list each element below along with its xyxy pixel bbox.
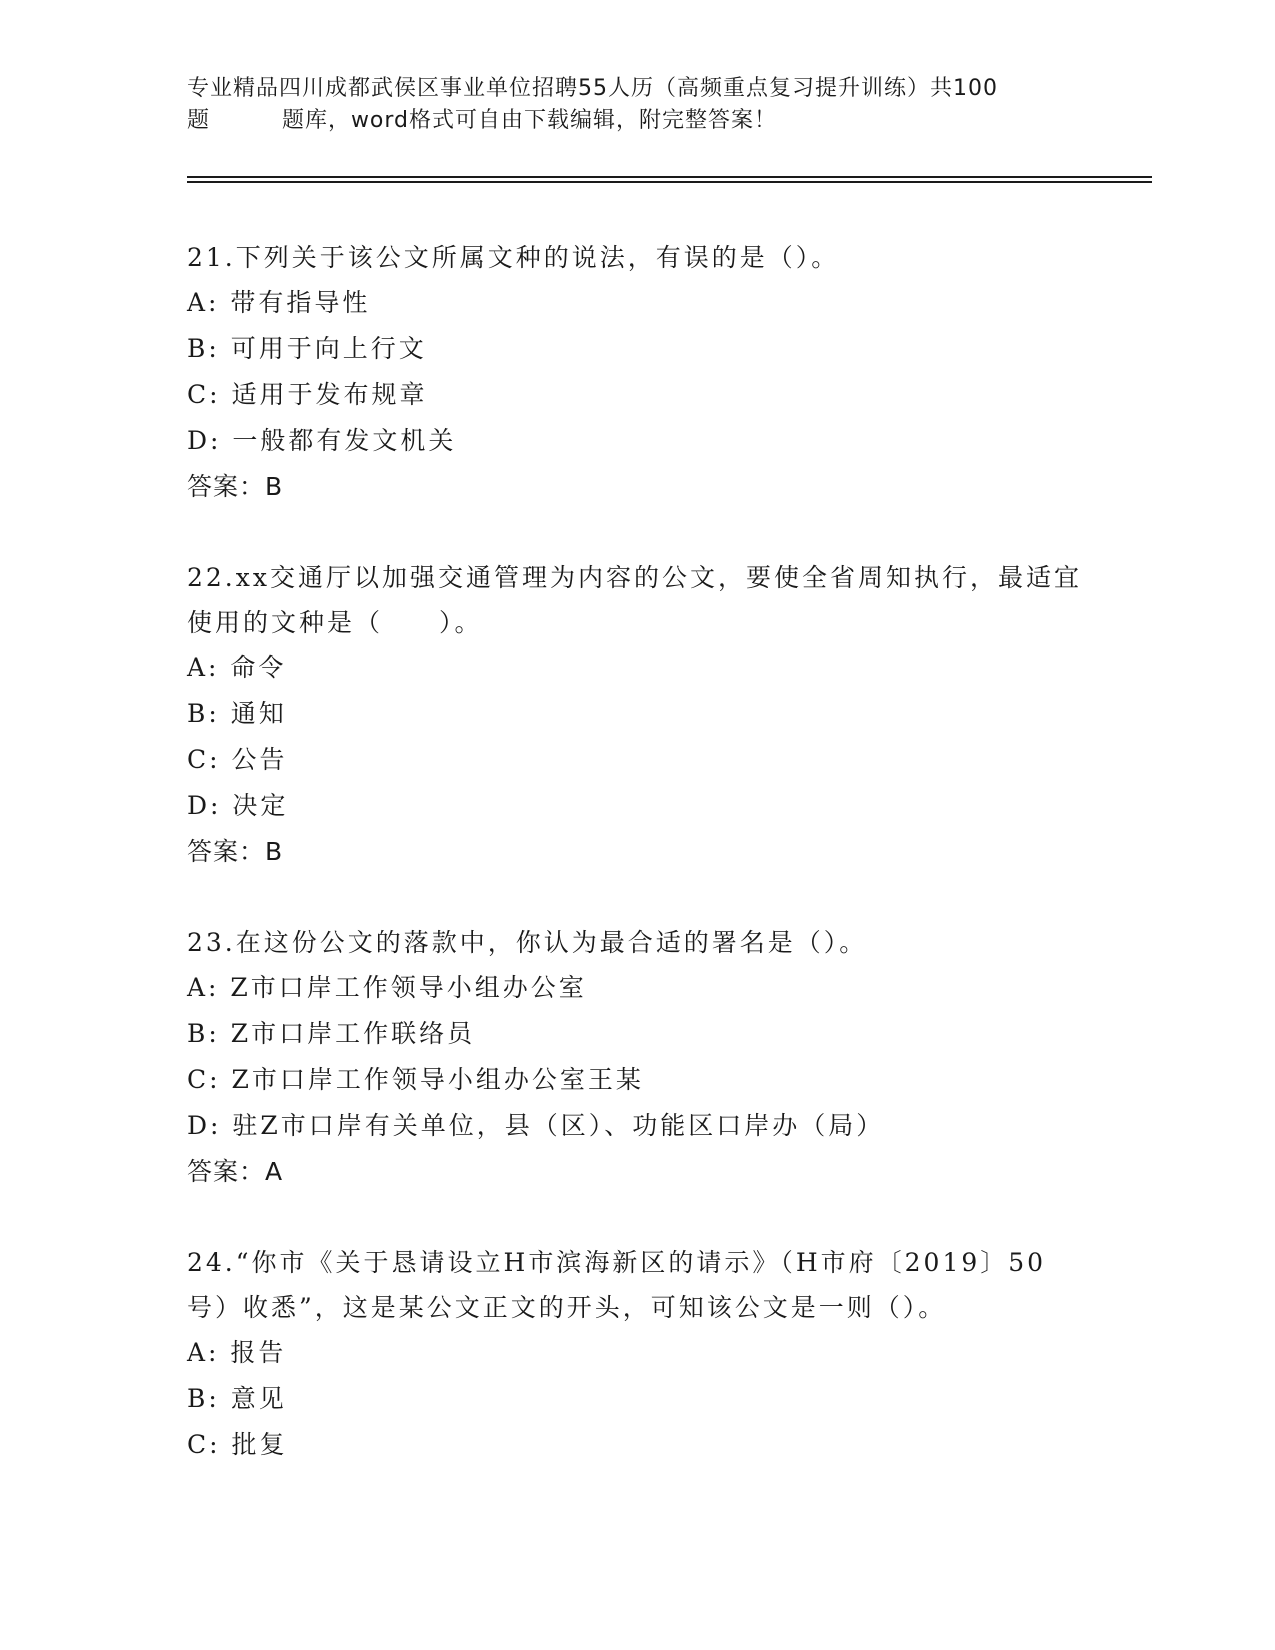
option-d: D: 决定 (187, 791, 289, 820)
header-rule-bottom (187, 181, 1152, 183)
option-d: D: 驻Z市口岸有关单位，县（区）、功能区口岸办（局） (187, 1111, 885, 1140)
question-22 (187, 555, 1087, 875)
question-21 (187, 235, 1087, 510)
option-d: D: 一般都有发文机关 (187, 426, 457, 455)
question-stem: 22.xx交通厅以加强交通管理为内容的公文，要使全省周知执行，最适宜使用的文种是（ ）。 (187, 563, 1082, 637)
option-a: A: 报告 (187, 1338, 287, 1367)
header-title-line2: 题 题库，word格式可自由下载编辑，附完整答案！ (187, 108, 778, 133)
question-spacer (187, 1195, 1087, 1240)
answer-line: 答案：B (187, 472, 284, 501)
option-b: B: 可用于向上行文 (187, 334, 427, 363)
question-spacer (187, 510, 1087, 555)
option-c: C: Z市口岸工作领导小组办公室王某 (187, 1065, 644, 1094)
question-23 (187, 920, 1087, 1195)
option-c: C: 批复 (187, 1430, 288, 1459)
option-c: C: 公告 (187, 745, 288, 774)
question-spacer (187, 875, 1087, 920)
answer-line: 答案：A (187, 1157, 284, 1186)
option-a: A: Z市口岸工作领导小组办公室 (187, 973, 587, 1002)
question-stem: 23.在这份公文的落款中，你认为最合适的署名是（）。 (187, 928, 868, 957)
question-24 (187, 1240, 1087, 1468)
option-c: C: 适用于发布规章 (187, 380, 428, 409)
page-header (187, 73, 1067, 137)
question-stem: 24.“你市《关于恳请设立H市滨海新区的请示》（H市府〔2019〕50号）收悉”，这是某公文正文的开头，可知该公文是一则（）。 (187, 1248, 1047, 1322)
option-a: A: 带有指导性 (187, 288, 371, 317)
option-b: B: 意见 (187, 1384, 287, 1413)
question-list (187, 235, 1087, 1468)
header-rule-top (187, 176, 1152, 178)
option-b: B: Z市口岸工作联络员 (187, 1019, 476, 1048)
answer-line: 答案：B (187, 837, 284, 866)
option-b: B: 通知 (187, 699, 287, 728)
question-stem: 21.下列关于该公文所属文种的说法，有误的是（）。 (187, 243, 840, 272)
header-title-line1: 专业精品四川成都武侯区事业单位招聘55人历（高频重点复习提升训练）共100 (187, 76, 998, 101)
option-a: A: 命令 (187, 653, 287, 682)
